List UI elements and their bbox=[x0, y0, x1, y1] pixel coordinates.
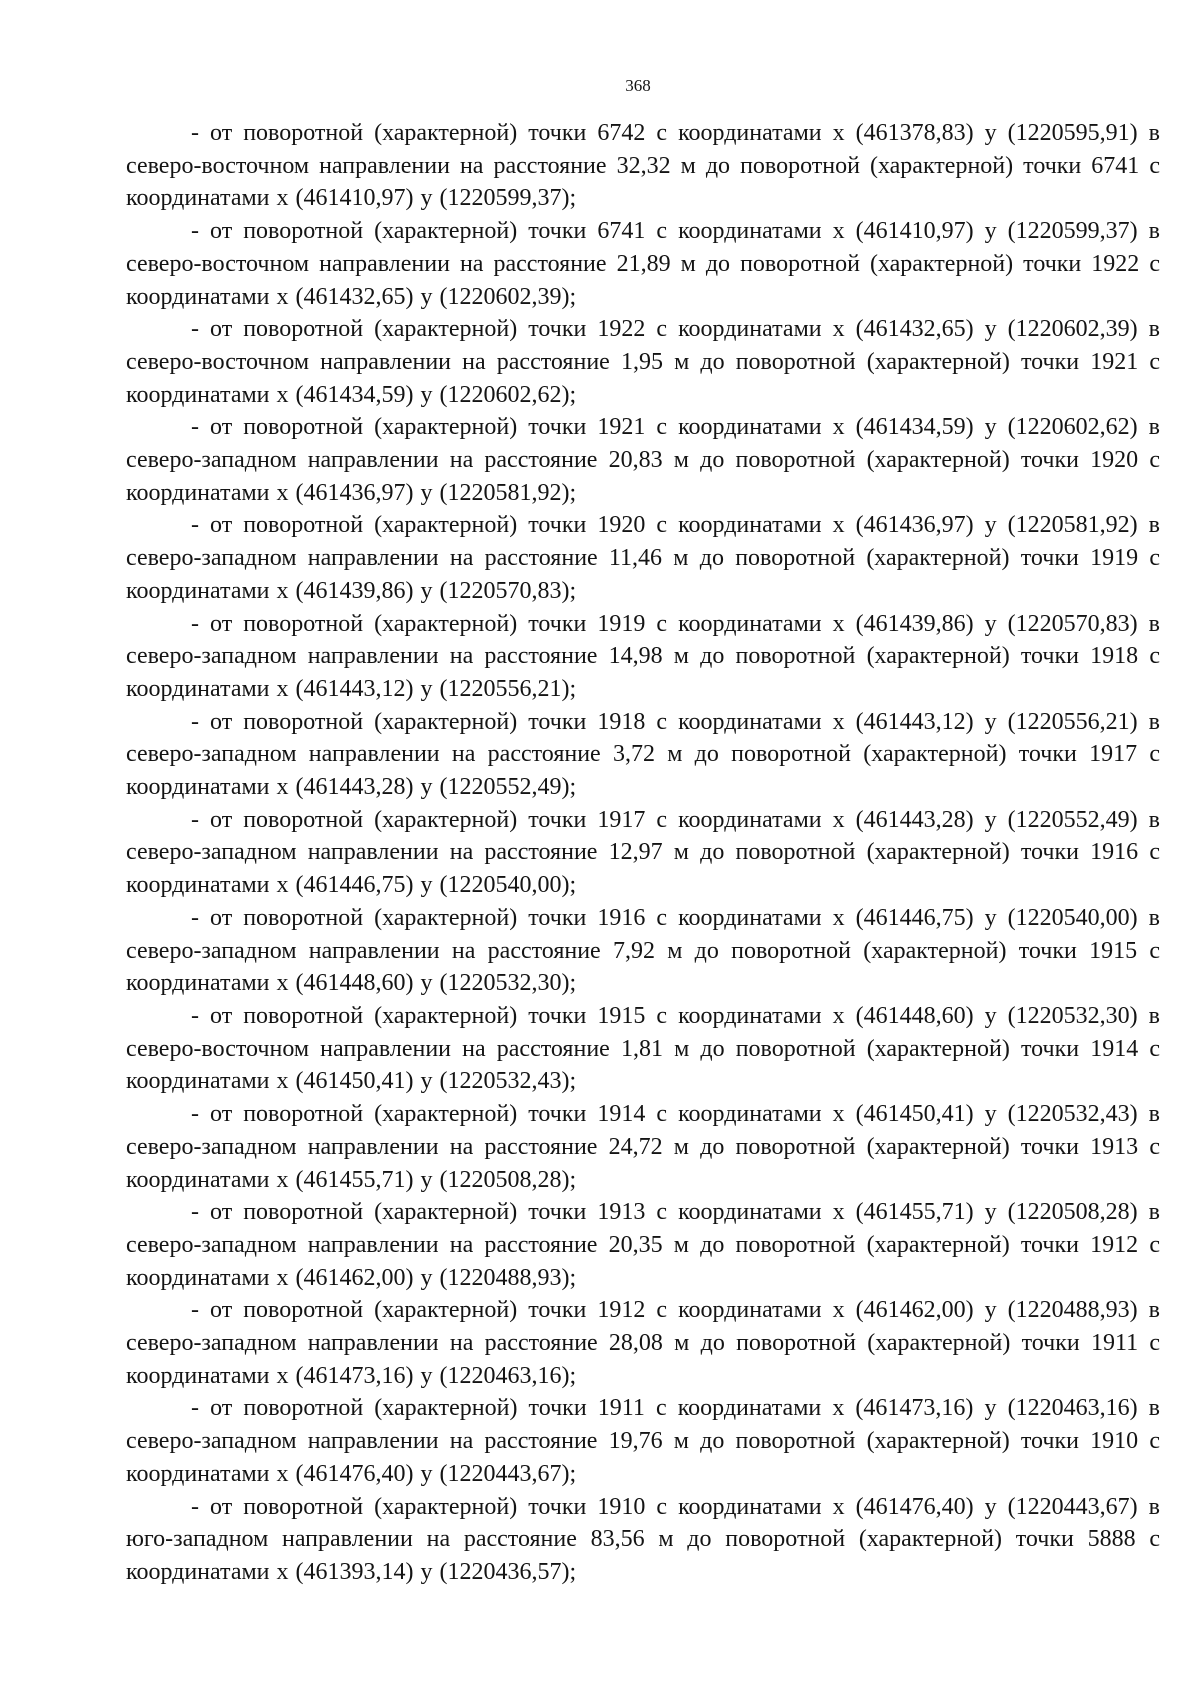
page-number: 368 bbox=[625, 76, 651, 95]
paragraph: - от поворотной (характерной) точки 1911 с координатами х (461473,16) у (1220463,16) в северо-западном направлении на расстояние 19,76 м до поворотной (характерной) точки 1910 с координатами х (461476,40) у (1220443,67); bbox=[126, 1395, 1160, 1487]
paragraph: - от поворотной (характерной) точки 1913 с координатами х (461455,71) у (1220508,28) в северо-западном направлении на расстояние 20,35 м до поворотной (характерной) точки 1912 с координатами х (461462,00) у (1220488,93); bbox=[126, 1199, 1160, 1291]
paragraph: - от поворотной (характерной) точки 1910 с координатами х (461476,40) у (1220443,67) в юго-западном направлении на расстояние 83,56 м до поворотной (характерной) точки 5888 с координатами х (461393,14) у (1220436,57); bbox=[126, 1493, 1160, 1585]
paragraph: - от поворотной (характерной) точки 1919 с координатами х (461439,86) у (1220570,83) в северо-западном направлении на расстояние 14,98 м до поворотной (характерной) точки 1918 с координатами х (461443,12) у (1220556,21); bbox=[126, 610, 1160, 702]
paragraph: - от поворотной (характерной) точки 1912 с координатами х (461462,00) у (1220488,93) в северо-западном направлении на расстояние 28,08 м до поворотной (характерной) точки 1911 с координатами х (461473,16) у (1220463,16); bbox=[126, 1297, 1160, 1389]
paragraph: - от поворотной (характерной) точки 6742 с координатами х (461378,83) у (1220595,91) в северо-восточном направлении на расстояние 32,32 м до поворотной (характерной) точки 6741 с координатами х (461410,97) у (1220599,37); bbox=[126, 120, 1160, 212]
paragraph: - от поворотной (характерной) точки 1914 с координатами х (461450,41) у (1220532,43) в северо-западном направлении на расстояние 24,72 м до поворотной (характерной) точки 1913 с координатами х (461455,71) у (1220508,28); bbox=[126, 1101, 1160, 1193]
paragraph: - от поворотной (характерной) точки 6741 с координатами х (461410,97) у (1220599,37) в северо-восточном направлении на расстояние 21,89 м до поворотной (характерной) точки 1922 с координатами х (461432,65) у (1220602,39); bbox=[126, 218, 1160, 310]
paragraph: - от поворотной (характерной) точки 1921 с координатами х (461434,59) у (1220602,62) в северо-западном направлении на расстояние 20,83 м до поворотной (характерной) точки 1920 с координатами х (461436,97) у (1220581,92); bbox=[126, 414, 1160, 506]
paragraph: - от поворотной (характерной) точки 1918 с координатами х (461443,12) у (1220556,21) в северо-западном направлении на расстояние 3,72 м до поворотной (характерной) точки 1917 с координатами х (461443,28) у (1220552,49); bbox=[126, 708, 1160, 801]
paragraph: - от поворотной (характерной) точки 1916 с координатами х (461446,75) у (1220540,00) в северо-западном направлении на расстояние 7,92 м до поворотной (характерной) точки 1915 с координатами х (461448,60) у (1220532,30); bbox=[126, 904, 1160, 997]
paragraph: - от поворотной (характерной) точки 1915 с координатами х (461448,60) у (1220532,30) в северо-восточном направлении на расстояние 1,81 м до поворотной (характерной) точки 1914 с координатами х (461450,41) у (1220532,43); bbox=[126, 1002, 1160, 1095]
paragraph: - от поворотной (характерной) точки 1917 с координатами х (461443,28) у (1220552,49) в северо-западном направлении на расстояние 12,97 м до поворотной (характерной) точки 1916 с координатами х (461446,75) у (1220540,00); bbox=[126, 806, 1160, 899]
paragraph: - от поворотной (характерной) точки 1920 с координатами х (461436,97) у (1220581,92) в северо-западном направлении на расстояние 11,46 м до поворотной (характерной) точки 1919 с координатами х (461439,86) у (1220570,83); bbox=[126, 512, 1160, 604]
paragraph: - от поворотной (характерной) точки 1922 с координатами х (461432,65) у (1220602,39) в северо-восточном направлении на расстояние 1,95 м до поворотной (характерной) точки 1921 с координатами х (461434,59) у (1220602,62); bbox=[126, 316, 1160, 408]
document-body bbox=[126, 117, 1160, 1589]
